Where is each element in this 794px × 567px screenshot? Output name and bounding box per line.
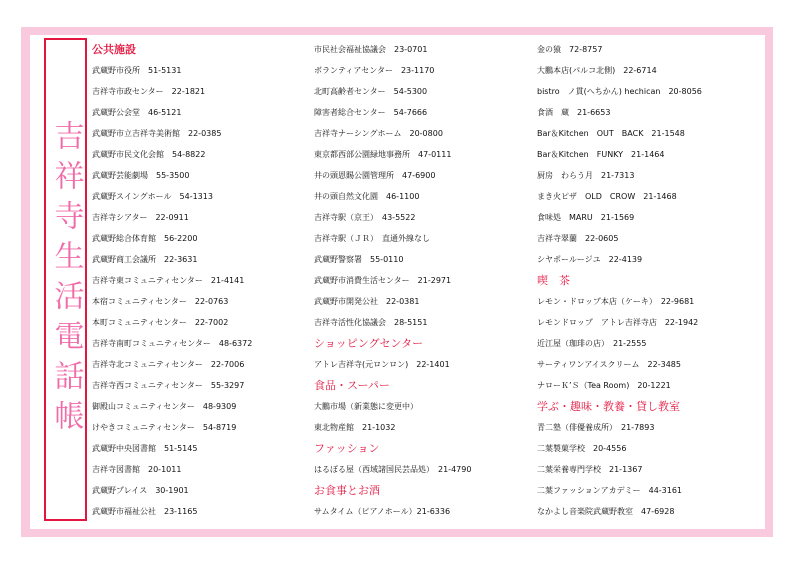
directory-entry: 御殿山コミュニティセンター 48-9309 [92, 402, 237, 411]
directory-entry: bistro ノ貫(へちかん) hechican 20-8056 [537, 87, 702, 96]
directory-entry: 井の頭恩賜公園管理所 47-6900 [314, 171, 436, 180]
directory-entry: 武蔵野市役所 51-5131 [92, 66, 182, 75]
directory-entry: 吉祥寺東コミュニティセンター 21-4141 [92, 276, 245, 285]
directory-entry: シヤポールージユ 22-4139 [537, 255, 643, 264]
directory-entry: まき火ピザ OLD CROW 21-1468 [537, 192, 677, 201]
directory-entry: 武蔵野市民文化会館 54-8822 [92, 150, 206, 159]
directory-entry: 吉祥寺図書館 20-1011 [92, 465, 182, 474]
directory-entry: 二葉製菓学校 20-4556 [537, 444, 627, 453]
directory-entry: 青二塾（俳優養成所） 21-7893 [537, 423, 655, 432]
directory-entry: 武蔵野市立吉祥寺美術館 22-0385 [92, 129, 222, 138]
directory-entry: 吉祥寺ナーシングホーム 20-0800 [314, 129, 443, 138]
directory-entry: ナローＫ’Ｓ（Tea Room) 20-1221 [537, 381, 671, 390]
directory-entry: 障害者総合センター 54-7666 [314, 108, 428, 117]
directory-entry: 武蔵野スイングホール 54-1313 [92, 192, 213, 201]
directory-entry: 食味処 MARU 21-1569 [537, 213, 635, 222]
section-heading: 喫 茶 [537, 274, 570, 287]
section-heading: ショッピングセンター [314, 337, 424, 350]
directory-entry: 武蔵野総合体育館 56-2200 [92, 234, 198, 243]
directory-entry: 近江屋（珈琲の店） 21-2555 [537, 339, 647, 348]
directory-entry: ボランティアセンター 23-1170 [314, 66, 435, 75]
section-heading: 学ぶ・趣味・教養・貸し教室 [537, 400, 680, 413]
directory-entry: 井の頭自然文化園 46-1100 [314, 192, 420, 201]
directory-entry: 武蔵野商工会議所 22-3631 [92, 255, 198, 264]
directory-entry: アトレ吉祥寺(元ロンロン) 22-1401 [314, 360, 450, 369]
directory-entry: 武蔵野警察署 55-0110 [314, 255, 404, 264]
directory-entry: 吉祥寺翠蘭 22-0605 [537, 234, 619, 243]
directory-panel [30, 35, 765, 529]
directory-entry: 吉祥寺駅（京王） 43-5522 [314, 213, 416, 222]
directory-entry: はるぼる屋（西域諸国民芸品処） 21-4790 [314, 465, 472, 474]
directory-entry: 金の猿 72-8757 [537, 45, 603, 54]
directory-entry: 吉祥寺西コミュニティセンター 55-3297 [92, 381, 245, 390]
directory-entry: レモン・ドロップ本店（ケーキ） 22-9681 [537, 297, 695, 306]
directory-entry: 北町高齢者センター 54-5300 [314, 87, 428, 96]
section-heading: 食品・スーパー [314, 379, 390, 392]
section-heading: お食事とお酒 [314, 484, 380, 497]
section-heading: 公共施設 [92, 43, 136, 56]
directory-entry: 大鵬市場（新業態に変更中） [314, 402, 418, 411]
column-1 [92, 39, 252, 522]
directory-entry: なかよし音楽院武蔵野教室 47-6928 [537, 507, 675, 516]
directory-entry: レモンドロップ アトレ吉祥寺店 22-1942 [537, 318, 699, 327]
title-box [44, 38, 87, 521]
directory-entry: 市民社会福祉協議会 23-0701 [314, 45, 428, 54]
directory-entry: 武蔵野中央図書館 51-5145 [92, 444, 198, 453]
directory-entry: 二葉栄養専門学校 21-1367 [537, 465, 643, 474]
column-3 [537, 39, 702, 522]
directory-entry: サーティワンアイスクリーム 22-3485 [537, 360, 681, 369]
directory-frame [21, 27, 773, 537]
section-heading: ファッション [314, 442, 380, 455]
directory-entry: 武蔵野芸能劇場 55-3500 [92, 171, 190, 180]
directory-entry: Bar＆Kitchen OUT BACK 21-1548 [537, 129, 685, 138]
directory-entry: 本町コミュニティセンター 22-7002 [92, 318, 229, 327]
directory-entry: 武蔵野市福祉公社 23-1165 [92, 507, 198, 516]
directory-entry: 武蔵野市開発公社 22-0381 [314, 297, 420, 306]
directory-entry: 厨房 わらう月 21-7313 [537, 171, 635, 180]
directory-entry: けやきコミュニティセンター 54-8719 [92, 423, 237, 432]
directory-entry: 武蔵野公会堂 46-5121 [92, 108, 182, 117]
directory-entry: 吉祥寺シアター 22-0911 [92, 213, 189, 222]
directory-entry: 本宿コミュニティセンター 22-0763 [92, 297, 229, 306]
directory-entry: 吉祥寺北コミュニティセンター 22-7006 [92, 360, 245, 369]
directory-entry: 吉祥寺活性化協議会 28-5151 [314, 318, 428, 327]
directory-entry: 武蔵野市消費生活センター 21-2971 [314, 276, 452, 285]
directory-entry: 武蔵野プレイス 30-1901 [92, 486, 189, 495]
directory-entry: 吉祥寺市政センター 22-1821 [92, 87, 206, 96]
directory-entry: 東北物産館 21-1032 [314, 423, 396, 432]
directory-entry: 吉祥寺南町コミュニティセンター 48-6372 [92, 339, 253, 348]
directory-entry: 東京都西部公園緑地事務所 47-0111 [314, 150, 452, 159]
directory-entry: サムタイム（ピアノホール）21-6336 [314, 507, 451, 516]
directory-entry: 大鵬本店(パルコ北側) 22-6714 [537, 66, 657, 75]
directory-entry: 二葉ファッションアカデミー 44-3161 [537, 486, 683, 495]
directory-entry: 食酒 蔵 21-6653 [537, 108, 611, 117]
column-2 [314, 39, 471, 522]
directory-title: 吉祥寺生活電話帳 [48, 119, 84, 440]
directory-entry: 吉祥寺駅（ＪＲ） 直通外線なし [314, 234, 430, 243]
directory-entry: Bar＆Kitchen FUNKY 21-1464 [537, 150, 665, 159]
